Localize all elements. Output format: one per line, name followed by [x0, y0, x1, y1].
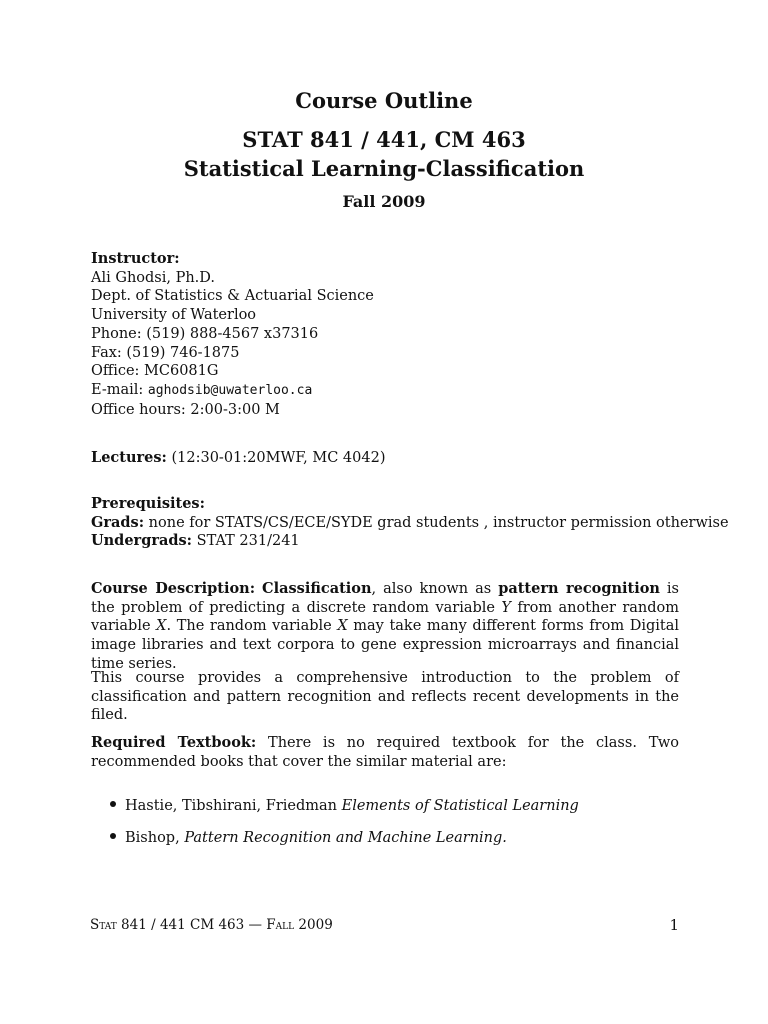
bullet-icon — [110, 801, 116, 807]
textbook-authors: Bishop, — [125, 830, 185, 846]
lectures-text: (12:30-01:20MWF, MC 4042) — [166, 450, 386, 466]
description-text-5: may take many different forms from Digital image libraries and text corpora to gene expression microarrays and financial time series. — [91, 618, 679, 672]
variable-x-2: X — [337, 618, 348, 635]
undergrads-label: Undergrads: — [91, 532, 193, 550]
instructor-section — [91, 250, 679, 419]
course-description — [91, 580, 679, 674]
prerequisites-section — [91, 495, 729, 551]
page-number: 1 — [669, 916, 679, 934]
instructor-office: Office: MC6081G — [91, 363, 219, 380]
textbook-label: Required Textbook: — [91, 734, 257, 751]
course-description-paragraph-2: This course provides a comprehensive introduction to the problem of classification and pattern recognition and reflects recent developments in the filed. — [91, 670, 679, 724]
textbook-title: Pattern Recognition and Machine Learning. — [184, 830, 507, 846]
textbook-authors: Hastie, Tibshirani, Friedman — [125, 798, 342, 814]
grads-label: Grads: — [91, 513, 145, 531]
grads-text: none for STATS/CS/ECE/SYDE grad students , instructor permission otherwise — [144, 514, 729, 531]
variable-y: Y — [501, 599, 511, 616]
email-address: aghodsib@uwaterloo.ca — [147, 382, 313, 398]
instructor-email-line — [91, 381, 679, 401]
variable-x: X — [156, 618, 167, 635]
description-text-1: , also known as — [371, 581, 499, 597]
textbook-title: Elements of Statistical Learning — [341, 798, 579, 814]
course-code: STAT 841 / 441, CM 463 — [242, 127, 526, 152]
bullet-icon — [110, 833, 116, 839]
description-text-4: . The random variable — [166, 618, 338, 635]
instructor-fax: Fax: (519) 746-1875 — [91, 344, 240, 361]
lectures-section — [91, 449, 679, 468]
description-label: Course Description: — [91, 580, 256, 597]
classification-term: Classification — [262, 580, 372, 597]
prerequisites-heading: Prerequisites: — [91, 495, 205, 512]
instructor-name: Ali Ghodsi, Ph.D. — [91, 269, 216, 286]
course-name: Statistical Learning-Classification — [183, 156, 585, 181]
page-footer: Stat 841 / 441 CM 463 — Fall 2009 — [90, 917, 333, 933]
textbook-item — [110, 797, 579, 815]
description-text-3: from another random variable — [91, 599, 679, 635]
instructor-heading: Instructor: — [91, 250, 180, 267]
undergrads-text: STAT 231/241 — [192, 533, 300, 550]
instructor-university: University of Waterloo — [91, 307, 257, 324]
textbook-text: There is no required textbook for the class. Two recommended books that cover the similar material are: — [91, 735, 680, 770]
description-text-2: is the problem of predicting a discrete random variable — [91, 581, 679, 616]
instructor-phone: Phone: (519) 888-4567 x37316 — [91, 325, 319, 342]
lectures-label: Lectures: — [91, 449, 167, 466]
pattern-recognition-term: pattern recognition — [498, 580, 660, 597]
term: Fall 2009 — [342, 192, 426, 211]
textbook-section — [91, 734, 679, 771]
instructor-dept: Dept. of Statistics & Actuarial Science — [91, 288, 374, 305]
email-label: E-mail: — [91, 381, 148, 398]
instructor-office-hours: Office hours: 2:00-3:00 M — [91, 401, 280, 418]
document-title: Course Outline — [295, 88, 473, 113]
textbook-item — [110, 829, 507, 847]
